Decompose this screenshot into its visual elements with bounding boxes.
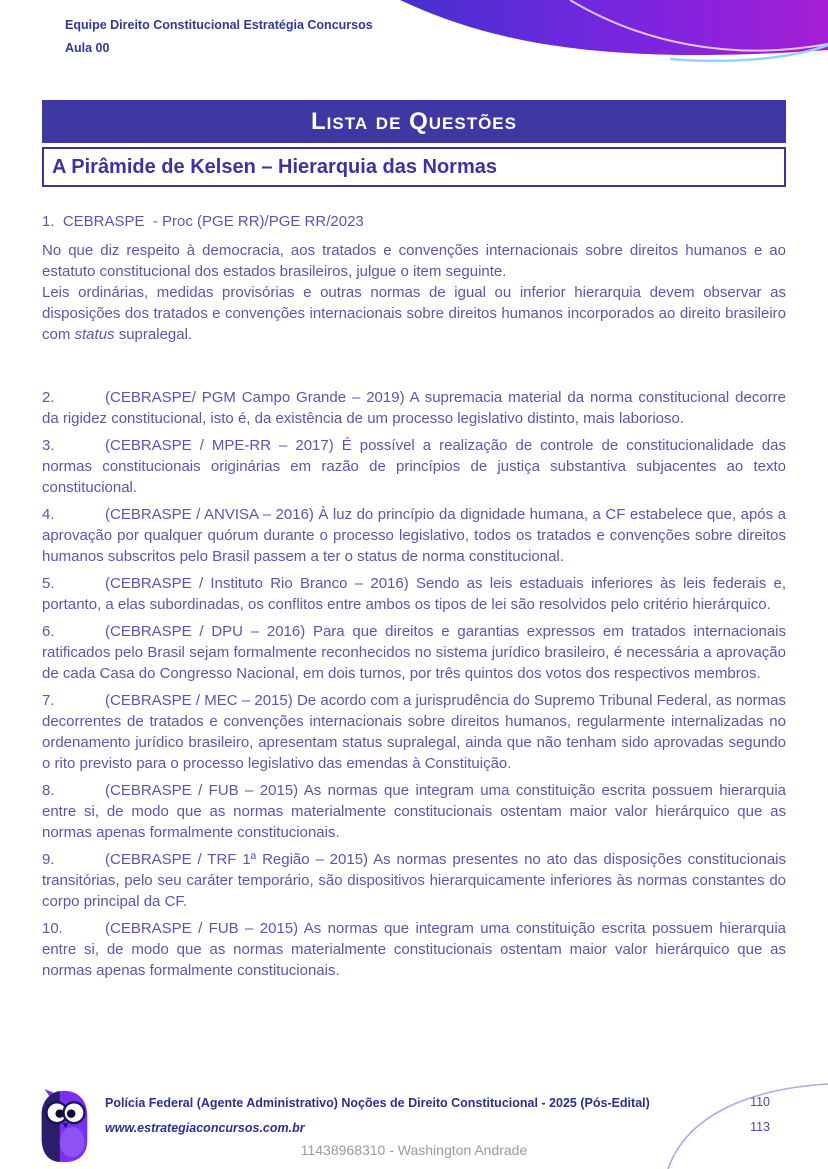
question-number: 3. xyxy=(42,437,55,454)
footer-website-link[interactable]: www.estrategiaconcursos.com.br xyxy=(105,1121,305,1135)
question-text: (CEBRASPE / DPU – 2016) Para que direitos e garantias expressos em tratados internacionais ratificados pelo Brasil sejam formalmente reconhecidos no sistema jurídico brasileiro, é necessária a aprovação de cada Casa do Congresso Nacional, em dois turnos, por três quintos dos votos dos respectivos membros. xyxy=(42,623,786,682)
purple-wave-decoration xyxy=(400,0,828,78)
question-text: (CEBRASPE / TRF 1ª Região – 2015) As normas presentes no ato das disposições constitucionais transitórias, pelo seu caráter temporário, são dispositivos hierarquicamente inferiores às normas constantes do corpo principal da CF. xyxy=(42,851,786,910)
question-text: (CEBRASPE / MPE-RR – 2017) É possível a realização de controle de constitucionalidade das normas constitucionais originárias em razão de princípios de justiça substantiva subjacentes ao texto constitucional. xyxy=(42,437,786,496)
main-content xyxy=(42,100,786,987)
page-total: 113 xyxy=(750,1120,770,1134)
question-number: 5. xyxy=(42,575,55,592)
question-item-8 xyxy=(42,780,786,843)
question-text: (CEBRASPE / FUB – 2015) As normas que integram uma constituição escrita possuem hierarquia entre si, de modo que as normas materialmente constitucionais ostentam maior valor hierárquico que as normas apenas formalmente constitucionais. xyxy=(42,782,786,841)
question-number: 2. xyxy=(42,389,55,406)
question-1-text-after: supralegal. xyxy=(114,326,193,343)
question-text: (CEBRASPE / FUB – 2015) As normas que integram uma constituição escrita possuem hierarquia entre si, de modo que as normas materialmente constitucionais ostentam maior valor hierárquico que as normas apenas formalmente constitucionais. xyxy=(42,920,786,979)
question-item-4 xyxy=(42,504,786,567)
question-number: 8. xyxy=(42,782,55,799)
page-header xyxy=(65,14,373,60)
topic-title: A Pirâmide de Kelsen – Hierarquia das Normas xyxy=(52,155,497,178)
banner-title: Lista de Questões xyxy=(311,107,517,135)
header-lesson-line: Aula 00 xyxy=(65,41,110,55)
question-number: 9. xyxy=(42,851,55,868)
topic-title-box xyxy=(42,147,786,187)
question-item-9 xyxy=(42,849,786,912)
question-item-2 xyxy=(42,387,786,429)
section-banner xyxy=(42,100,786,143)
question-item-3 xyxy=(42,435,786,498)
user-watermark: 11438968310 - Washington Andrade xyxy=(300,1142,528,1158)
blank-gap xyxy=(42,345,786,387)
question-number: 7. xyxy=(42,692,55,709)
footer-course-title: Polícia Federal (Agente Administrativo) Noções de Direito Constitucional - 2025 (Pós-Edital) xyxy=(105,1096,650,1110)
question-item-5 xyxy=(42,573,786,615)
question-text: (CEBRASPE / MEC – 2015) De acordo com a jurisprudência do Supremo Tribunal Federal, as normas decorrentes de tratados e convenções internacionais sobre direitos humanos, regularmente internalizadas no ordenamento jurídico brasileiro, apresentam status supralegal, ainda que não tenham sido aprovadas segundo o rito previsto para o processo legislativo das emendas à Constituição. xyxy=(42,692,786,772)
question-item-10 xyxy=(42,918,786,981)
question-item-7 xyxy=(42,690,786,774)
question-text: (CEBRASPE / ANVISA – 2016) À luz do princípio da dignidade humana, a CF estabelece que, após a aprovação por qualquer quórum durante o processo legislativo, todos os tratados e convenções sobre direitos humanos subscritos pelo Brasil passem a ter o status de norma constitucional. xyxy=(42,506,786,565)
question-1-text-before: Leis ordinárias, medidas provisórias e outras normas de igual ou inferior hierarquia devem observar as disposições dos tratados e convenções internacionais sobre direitos humanos incorporados ao direito brasileiro com xyxy=(42,284,786,343)
question-1-heading: 1. CEBRASPE - Proc (PGE RR)/PGE RR/2023 xyxy=(42,213,364,230)
page-current: 110 xyxy=(750,1095,770,1109)
question-1-italic-term: status xyxy=(74,326,115,343)
question-text: (CEBRASPE/ PGM Campo Grande – 2019) A supremacia material da norma constitucional decorre da rigidez constitucional, isto é, da existência de um processo legislativo distinto, mais laborioso. xyxy=(42,389,786,427)
question-1-statement-2 xyxy=(42,282,786,345)
question-text: (CEBRASPE / Instituto Rio Branco – 2016) Sendo as leis estaduais inferiores às leis federais e, portanto, a elas subordinadas, os conflitos entre ambos os tipos de lei são resolvidos pelo critério hierárquico. xyxy=(42,575,786,613)
question-1-statement-1: No que diz respeito à democracia, aos tratados e convenções internacionais sobre direitos humanos e ao estatuto constitucional dos estados brasileiros, julgue o item seguinte. xyxy=(42,242,786,280)
question-number: 10. xyxy=(42,920,63,937)
question-number: 4. xyxy=(42,506,55,523)
question-number: 6. xyxy=(42,623,55,640)
header-team-line: Equipe Direito Constitucional Estratégia Concursos xyxy=(65,18,373,32)
question-item-6 xyxy=(42,621,786,684)
